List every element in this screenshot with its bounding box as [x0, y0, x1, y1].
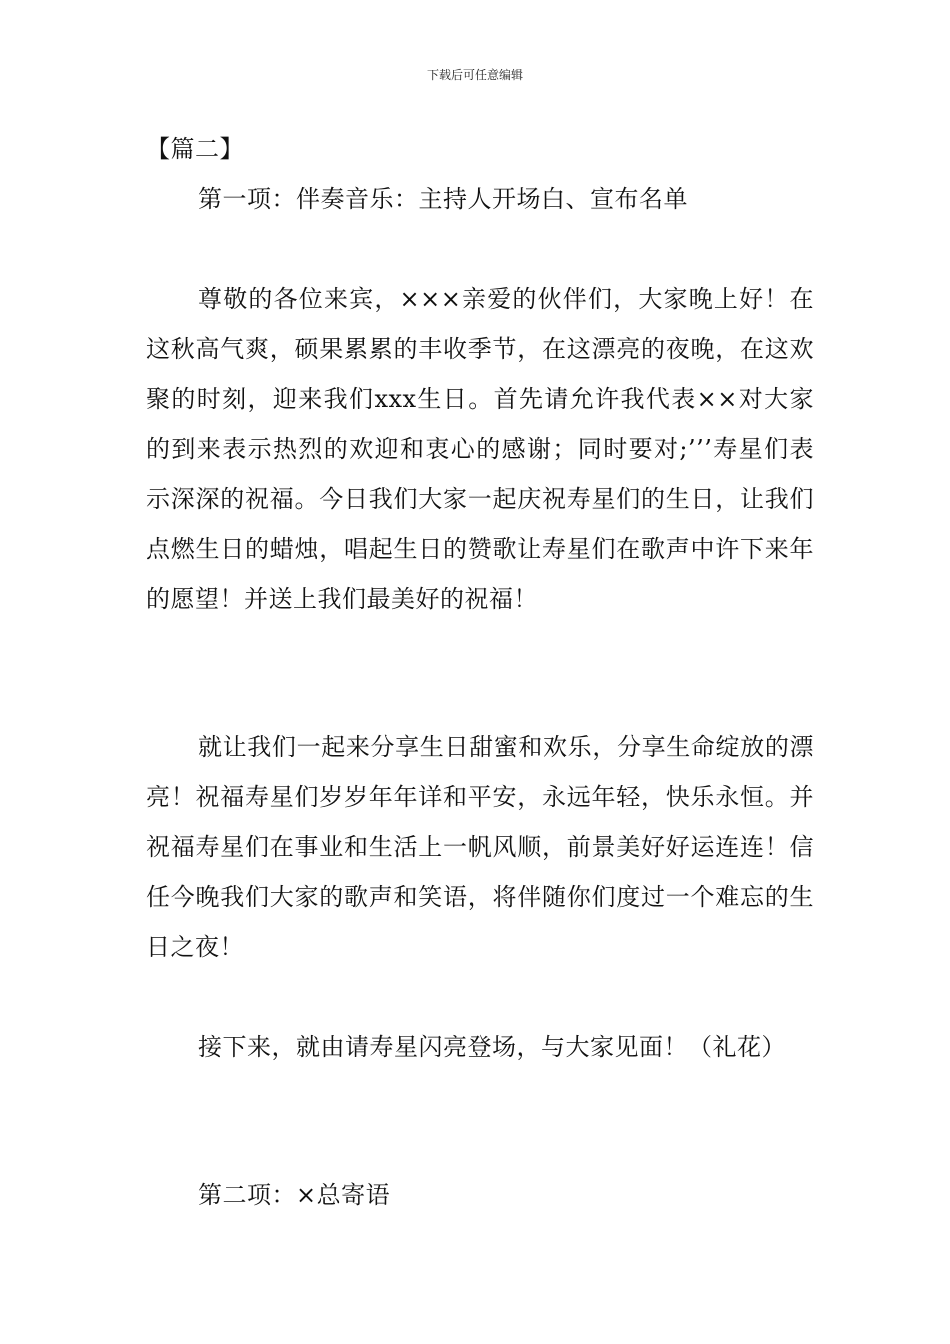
- section-title: 【篇二】: [146, 135, 244, 163]
- paragraph-2: 就让我们一起来分享生日甜蜜和欢乐，分享生命绽放的漂亮！祝福寿星们岁岁年年详和平安，永远年轻，快乐永恒。并祝福寿星们在事业和生活上一帆风顺，前景美好好运连连！信任今晚我们大家的歌声和笑语，将伴随你们度过一个难忘的生日之夜！: [146, 733, 814, 961]
- page-header-note: 下载后可任意编辑: [426, 68, 523, 82]
- paragraph-2-container: [146, 722, 814, 972]
- item2-heading: 第二项：×总寄语: [198, 1181, 391, 1209]
- paragraph-1: 尊敬的各位来宾，×××亲爱的伙伴们，大家晚上好！在这秋高气爽，硕果累累的丰收季节，在这漂亮的夜晚，在这欢聚的时刻，迎来我们xxx生日。首先请允许我代表××对大家的到来表示热烈的欢迎和衷心的感谢；同时要对;’’’寿星们表示深深的祝福。今日我们大家一起庆祝寿星们的生日，让我们点燃生日的蜡烛，唱起生日的赞歌让寿星们在歌声中许下来年的愿望！并送上我们最美好的祝福！: [146, 285, 814, 613]
- paragraph-3-container: [146, 1022, 814, 1072]
- item1-heading: 第一项：伴奏音乐：主持人开场白、宣布名单: [198, 185, 688, 213]
- paragraph-3: 接下来，就由请寿星闪亮登场，与大家见面！（礼花）: [198, 1033, 786, 1061]
- paragraph-1-container: [146, 274, 814, 624]
